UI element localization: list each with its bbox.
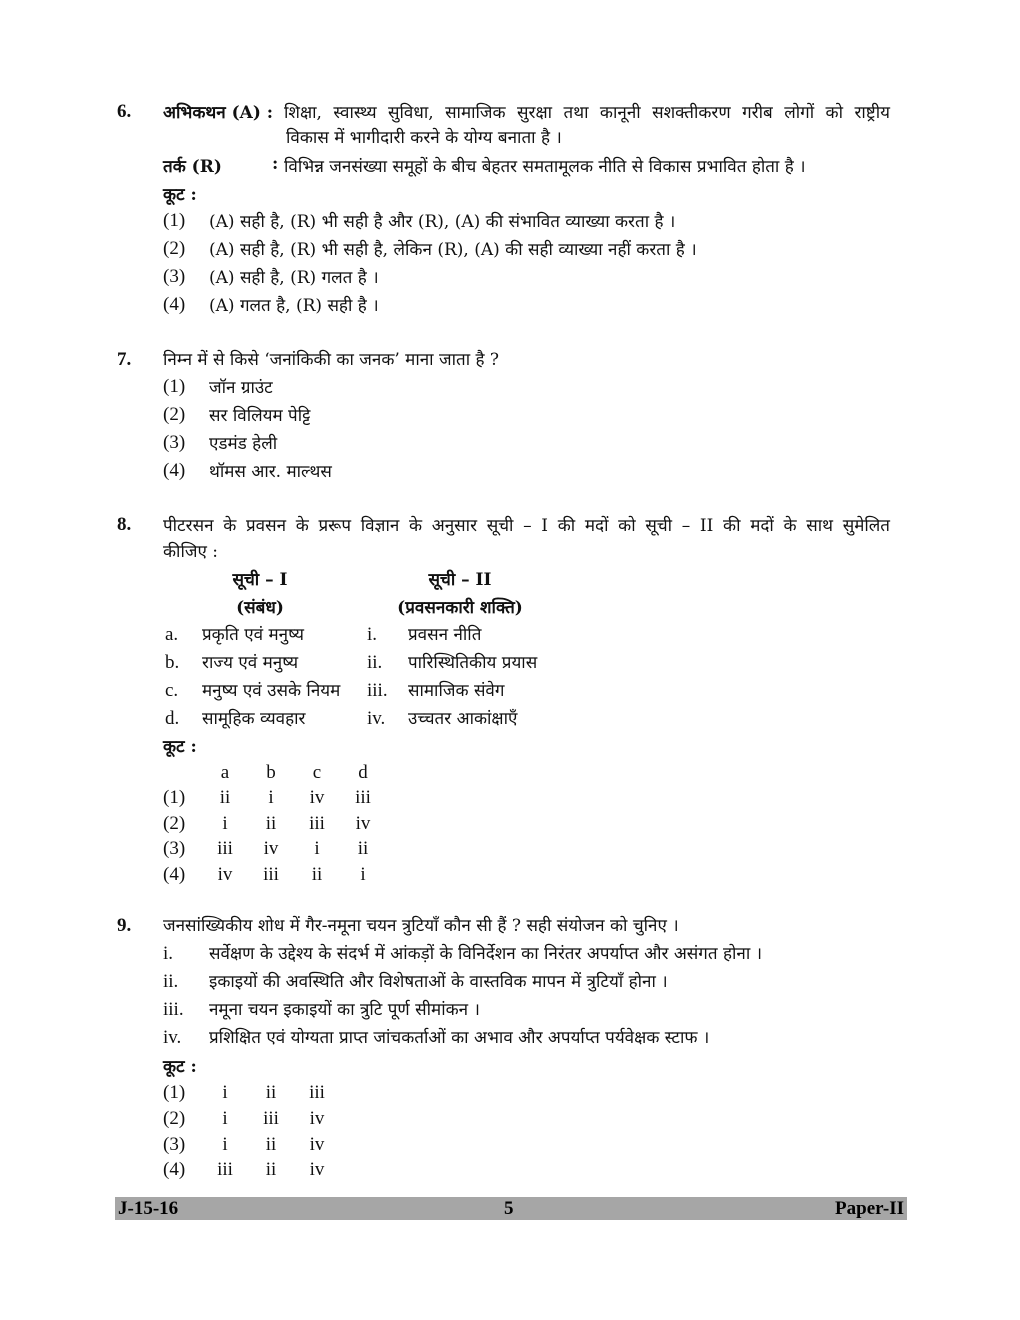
list1-key: d. — [165, 708, 180, 729]
code-cell: iii — [217, 838, 233, 859]
item-key: i. — [163, 943, 174, 964]
question-text-line2: कीजिए : — [163, 542, 219, 562]
option-text: एडमंड हेली — [209, 434, 278, 454]
reason-text: विभिन्न जनसंख्या समूहों के बीच बेहतर समतामूलक नीति से विकास प्रभावित होता है । — [284, 157, 806, 177]
list2-key: iii. — [367, 680, 388, 701]
question-number: 9. — [117, 915, 132, 936]
list1-heading: सूची – I — [232, 570, 288, 590]
list1-item: प्रकृति एवं मनुष्य — [202, 625, 304, 645]
option-number: (4) — [163, 460, 186, 481]
code-cell: i — [268, 787, 274, 808]
page-number: 5 — [504, 1198, 514, 1219]
list2-item: सामाजिक संवेग — [408, 681, 505, 701]
code-cell: iii — [217, 1159, 233, 1180]
assertion-label: अभिकथन (A) : — [163, 103, 274, 123]
list1-key: a. — [165, 624, 179, 645]
list1-key: c. — [165, 680, 179, 701]
item-text: प्रशिक्षित एवं योग्यता प्राप्त जांचकर्ताओं का अभाव और अपर्याप्त पर्यवेक्षक स्टाफ । — [209, 1028, 710, 1048]
option-number: (2) — [163, 238, 186, 259]
code-header: c — [312, 762, 322, 783]
code-cell: iii — [263, 1108, 279, 1129]
question-number: 6. — [117, 101, 132, 122]
option-number: (4) — [163, 294, 186, 315]
code-cell: iii — [355, 787, 371, 808]
question-number: 7. — [117, 349, 132, 370]
code-cell: iv — [263, 838, 279, 859]
option-text: (A) सही है, (R) गलत है । — [209, 268, 379, 288]
option-text: (A) सही है, (R) भी सही है और (R), (A) की संभावित व्याख्या करता है । — [209, 212, 676, 232]
code-cell: iv — [217, 864, 233, 885]
code-cell: ii — [311, 864, 323, 885]
list1-subheading: (संबंध) — [236, 598, 284, 618]
code-option-number: (4) — [163, 1159, 186, 1180]
page-footer — [115, 1197, 907, 1220]
code-option-number: (3) — [163, 1134, 186, 1155]
code-cell: iii — [263, 864, 279, 885]
item-text: इकाइयों की अवस्थिति और विशेषताओं के वास्तविक मापन में त्रुटियाँ होना । — [209, 972, 668, 992]
code-cell: ii — [265, 1134, 277, 1155]
option-number: (1) — [163, 376, 186, 397]
code-option-number: (1) — [163, 1082, 186, 1103]
question-text: निम्न में से किसे ‘जनांकिकी का जनक’ माना जाता है ? — [163, 350, 500, 370]
code-cell: iv — [355, 813, 371, 834]
assertion-text-line2: विकास में भागीदारी करने के योग्य बनाता है । — [286, 128, 562, 148]
code-option-number: (2) — [163, 1108, 186, 1129]
code-cell: i — [314, 838, 320, 859]
list2-key: ii. — [367, 652, 383, 673]
code-header: d — [358, 762, 368, 783]
code-cell: iv — [309, 1159, 325, 1180]
question-text-line1: पीटरसन के प्रवसन के प्ररूप विज्ञान के अनुसार सूची – I की मदों को सूची – II की मदों के साथ सुमेलित — [163, 516, 890, 536]
option-text: थॉमस आर. माल्थस — [209, 462, 332, 482]
reason-label: तर्क (R) — [163, 157, 222, 177]
code-label: कूट : — [163, 737, 197, 757]
list1-key: b. — [165, 652, 180, 673]
list2-item: उच्चतर आकांक्षाएँ — [408, 709, 518, 729]
code-cell: i — [222, 1108, 228, 1129]
code-cell: iii — [309, 1082, 325, 1103]
code-cell: ii — [265, 1159, 277, 1180]
code-cell: i — [222, 813, 228, 834]
code-header: b — [266, 762, 276, 783]
code-option-number: (2) — [163, 813, 186, 834]
code-label: कूट : — [163, 185, 197, 205]
code-cell: i — [360, 864, 366, 885]
item-key: ii. — [163, 971, 179, 992]
list1-item: राज्य एवं मनुष्य — [202, 653, 299, 673]
list2-item: प्रवसन नीति — [408, 625, 482, 645]
item-text: सर्वेक्षण के उद्देश्य के संदर्भ में आंकड़ों के विनिर्देशन का निरंतर अपर्याप्त और असंगत होना । — [209, 944, 763, 964]
code-cell: iii — [309, 813, 325, 834]
item-text: नमूना चयन इकाइयों का त्रुटि पूर्ण सीमांकन । — [209, 1000, 480, 1020]
list2-key: i. — [367, 624, 378, 645]
option-number: (1) — [163, 210, 186, 231]
item-key: iv. — [163, 1027, 182, 1048]
question-number: 8. — [117, 514, 132, 535]
option-number: (3) — [163, 266, 186, 287]
code-option-number: (4) — [163, 864, 186, 885]
list2-subheading: (प्रवसनकारी शक्ति) — [397, 598, 523, 618]
option-text: सर विलियम पेट्टि — [209, 406, 311, 426]
code-cell: ii — [219, 787, 231, 808]
list2-heading: सूची – II — [428, 570, 492, 590]
code-cell: ii — [265, 1082, 277, 1103]
option-text: जॉन ग्राउंट — [209, 378, 273, 398]
code-cell: i — [222, 1134, 228, 1155]
option-number: (2) — [163, 404, 186, 425]
code-cell: ii — [265, 813, 277, 834]
reason-colon: : — [272, 154, 279, 174]
code-cell: i — [222, 1082, 228, 1103]
paper-label: Paper-II — [835, 1198, 904, 1219]
option-text: (A) सही है, (R) भी सही है, लेकिन (R), (A) की सही व्याख्या नहीं करता है । — [209, 240, 697, 260]
option-text: (A) गलत है, (R) सही है । — [209, 296, 379, 316]
assertion-text-line1: शिक्षा, स्वास्थ्य सुविधा, सामाजिक सुरक्षा तथा कानूनी सशक्तीकरण गरीब लोगों को राष्ट्रीय — [284, 103, 890, 123]
code-cell: iv — [309, 787, 325, 808]
code-cell: iv — [309, 1108, 325, 1129]
code-cell: ii — [357, 838, 369, 859]
list1-item: मनुष्य एवं उसके नियम — [202, 681, 341, 701]
list2-item: पारिस्थितिकीय प्रयास — [408, 653, 538, 673]
code-header: a — [220, 762, 230, 783]
option-number: (3) — [163, 432, 186, 453]
paper-code: J-15-16 — [118, 1198, 179, 1219]
code-label: कूट : — [163, 1057, 197, 1077]
list1-item: सामूहिक व्यवहार — [202, 709, 306, 729]
code-option-number: (1) — [163, 787, 186, 808]
code-cell: iv — [309, 1134, 325, 1155]
code-option-number: (3) — [163, 838, 186, 859]
item-key: iii. — [163, 999, 184, 1020]
question-text: जनसांख्यिकीय शोध में गैर-नमूना चयन त्रुटियाँ कौन सी हैं ? सही संयोजन को चुनिए । — [163, 916, 679, 936]
list2-key: iv. — [367, 708, 386, 729]
